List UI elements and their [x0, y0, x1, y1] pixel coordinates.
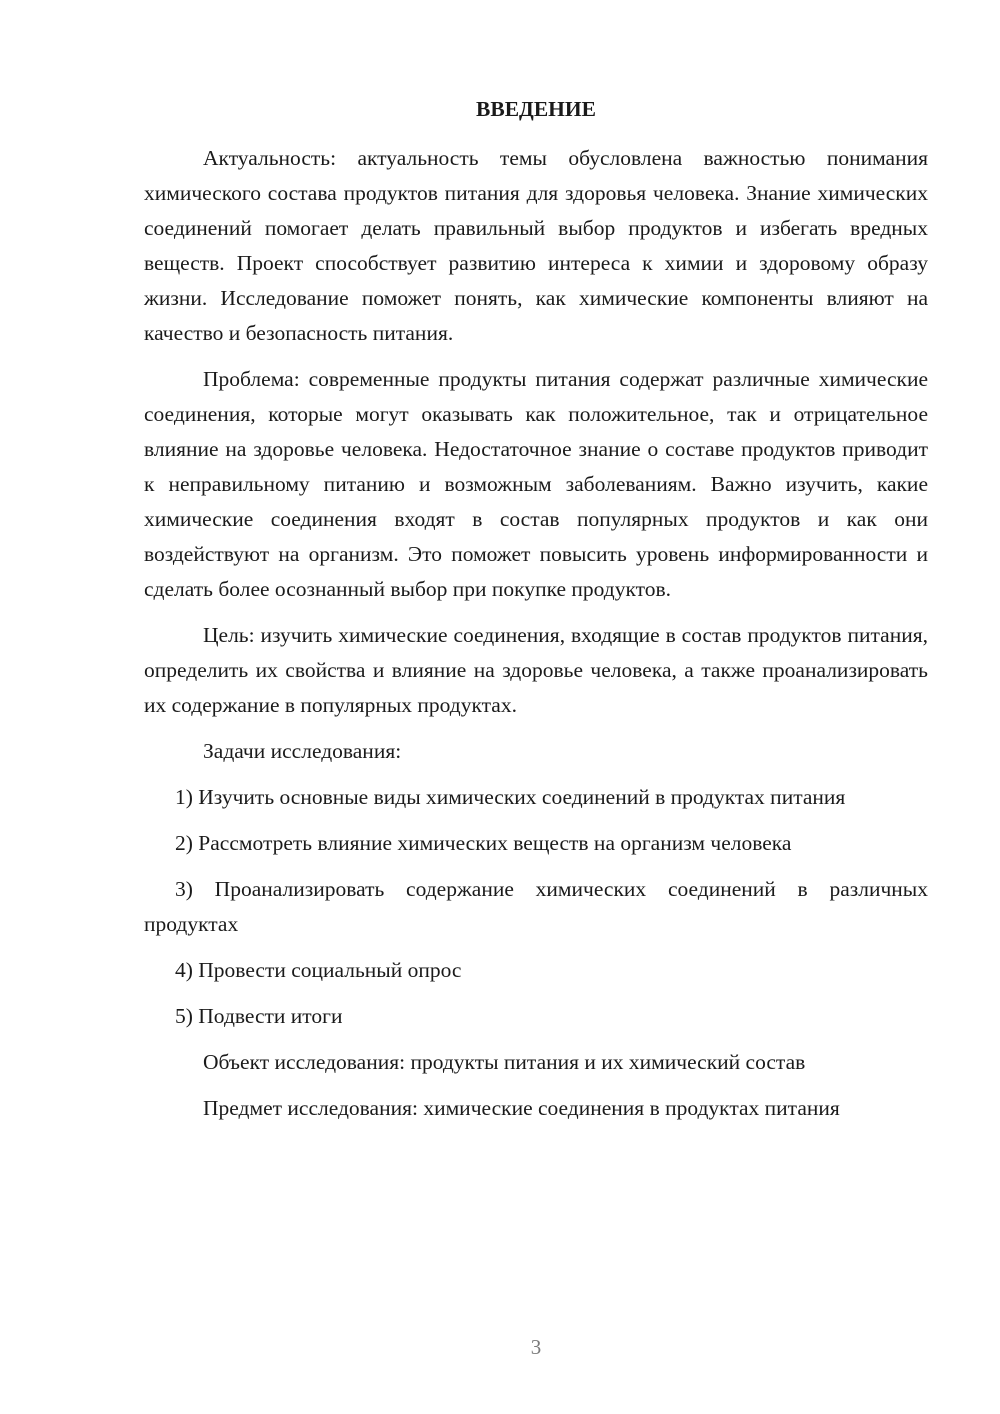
paragraph-subject: Предмет исследования: химические соединения в продуктах питания — [203, 1096, 840, 1120]
paragraph-object: Объект исследования: продукты питания и их химический состав — [203, 1050, 806, 1074]
paragraph-goal: Цель: изучить химические соединения, входящие в состав продуктов питания, определить их свойства и влияние на здоровье человека, а также проанализировать их содержание в популярных продуктах. — [144, 623, 928, 717]
task-item-3: 3) Проанализировать содержание химических соединений в различных продуктах — [144, 877, 928, 936]
section-heading: ВВЕДЕНИЕ — [476, 97, 596, 121]
page-number: 3 — [530, 1335, 542, 1359]
task-item-1: 1) Изучить основные виды химических соединений в продуктах питания — [175, 785, 846, 809]
paragraph-relevance: Актуальность: актуальность темы обусловлена важностью понимания химического состава продуктов питания для здоровья человека. Знание химических соединений помогает делать правильный выбор продуктов и избегать вредных веществ. Проект способствует развитию интереса к химии и здоровому образу жизни. Исследование поможет понять, как химические компоненты влияют на качество и безопасность питания. — [144, 146, 928, 345]
paragraph-problem: Проблема: современные продукты питания содержат различные химические соединения, которые могут оказывать как положительное, так и отрицательное влияние на здоровье человека. Недостаточное знание о составе продуктов приводит к неправильному питанию и возможным заболеваниям. Важно изучить, какие химические соединения входят в состав популярных продуктов и как они воздействуют на организм. Это поможет повысить уровень информированности и сделать более осознанный выбор при покупке продуктов. — [144, 367, 928, 601]
task-item-2: 2) Рассмотреть влияние химических веществ на организм человека — [175, 831, 792, 855]
task-item-4: 4) Провести социальный опрос — [175, 958, 462, 982]
page-number-container — [0, 1330, 1000, 1365]
tasks-title: Задачи исследования: — [203, 739, 402, 763]
page-content — [144, 92, 928, 1137]
task-item-5: 5) Подвести итоги — [175, 1004, 343, 1028]
